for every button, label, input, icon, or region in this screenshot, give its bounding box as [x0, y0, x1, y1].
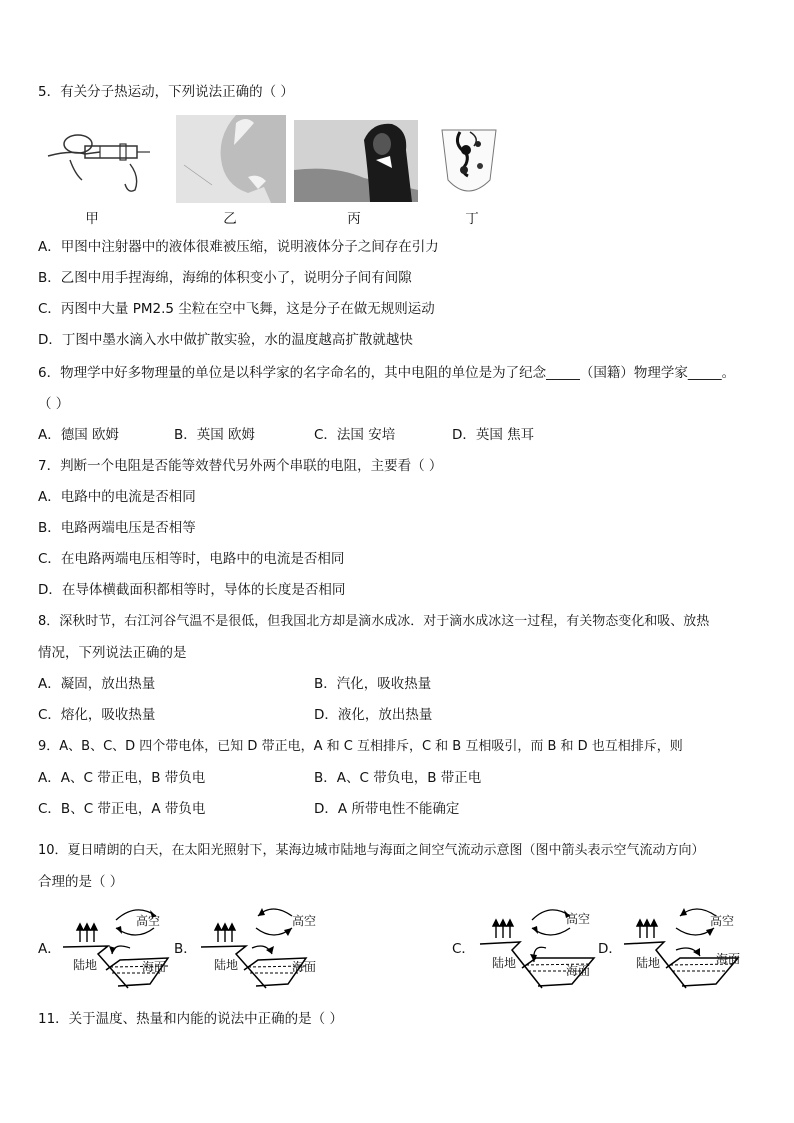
q10-stem-line1: 10．夏日晴朗的白天，在太阳光照射下，某海边城市陆地与海面之间空气流动示意图（图中箭头表示空气流动方向）	[38, 843, 705, 858]
q9-option-c: C．B、C 带正电，A 带负电	[38, 801, 206, 817]
q7-option-c: C．在电路两端电压相等时，电路中的电流是否相同	[38, 551, 345, 567]
q10-option-d-letter: D．	[598, 941, 622, 957]
ink-diffusion-figure	[440, 120, 498, 202]
q8-option-b: B．汽化，吸收热量	[314, 676, 432, 692]
figure-label-yi: 乙	[223, 211, 237, 227]
diagram-c-sky-label: 高空	[566, 912, 591, 926]
q9-stem: 9．A、B、C、D 四个带电体，已知 D 带正电，A 和 C 互相排斥，C 和 B 互相吸引，而 B 和 D 也互相排斥，则	[38, 739, 683, 754]
diagram-b-sea-label: 海面	[292, 960, 317, 974]
q7-option-d: D．在导体横截面积都相等时，导体的长度是否相同	[38, 582, 346, 598]
diagram-a-land-label: 陆地	[73, 958, 98, 972]
figure-label-jia: 甲	[85, 211, 99, 227]
diagram-a-sea-label: 海面	[142, 960, 167, 974]
q9-option-d: D．A 所带电性不能确定	[314, 801, 460, 817]
q9-option-b: B．A、C 带负电，B 带正电	[314, 770, 482, 786]
q8-stem-line2: 情况，下列说法正确的是	[38, 645, 187, 661]
q8-option-c: C．熔化，吸收热量	[38, 707, 156, 723]
q6-option-a: A．德国 欧姆	[38, 427, 120, 443]
q5-option-b: B．乙图中用手捏海绵，海绵的体积变小了，说明分子间有间隙	[38, 270, 412, 286]
q5-option-c: C．丙图中大量 PM2.5 尘粒在空中飞舞，这是分子在做无规则运动	[38, 301, 435, 317]
q10-stem-line2: 合理的是（ ）	[38, 874, 124, 890]
q5-option-a: A．甲图中注射器中的液体很难被压缩，说明液体分子之间存在引力	[38, 239, 439, 255]
q8-stem-line1: 8．深秋时节，右江河谷气温不是很低，但我国北方却是滴水成冰．对于滴水成冰这一过程，有关物态变化和吸、放热	[38, 614, 710, 629]
q10-option-a-letter: A．	[38, 941, 61, 957]
diagram-c-sea-label: 海面	[566, 964, 591, 978]
figure-label-bing: 丙	[347, 211, 361, 227]
q7-option-a: A．电路中的电流是否相同	[38, 489, 196, 505]
diagram-b-sky-label: 高空	[292, 914, 317, 928]
diagram-a-sky-label: 高空	[136, 914, 161, 928]
q10-option-c-letter: C．	[452, 941, 475, 957]
diagram-c-land-label: 陆地	[492, 956, 517, 970]
q7-stem: 7．判断一个电阻是否能等效替代另外两个串联的电阻，主要看（ ）	[38, 458, 443, 474]
diagram-d-sea-label: 海面	[716, 952, 741, 966]
sponge-figure	[176, 115, 286, 203]
q8-option-a: A．凝固，放出热量	[38, 676, 156, 692]
figure-label-ding: 丁	[465, 211, 479, 227]
q6-paren: （ ）	[38, 396, 70, 412]
q10-option-b-letter: B．	[174, 941, 197, 957]
q8-option-d: D．液化，放出热量	[314, 707, 433, 723]
diagram-d-sky-label: 高空	[710, 914, 735, 928]
q11-stem: 11．关于温度、热量和内能的说法中正确的是（ ）	[38, 1011, 343, 1027]
q7-option-b: B．电路两端电压是否相等	[38, 520, 196, 536]
syringe-figure	[40, 122, 160, 197]
diagram-b-land-label: 陆地	[214, 958, 239, 972]
q9-option-a: A．A、C 带正电，B 带负电	[38, 770, 206, 786]
q6-option-c: C．法国 安培	[314, 427, 396, 443]
pm25-figure	[294, 120, 418, 202]
q6-stem: 6．物理学中好多物理量的单位是以科学家的名字命名的，其中电阻的单位是为了纪念_____（国籍）物理学家_____。	[38, 365, 736, 381]
diagram-d-land-label: 陆地	[636, 956, 661, 970]
q5-stem: 5．有关分子热运动，下列说法正确的（ ）	[38, 84, 294, 100]
q6-option-d: D．英国 焦耳	[452, 427, 535, 443]
q5-option-d: D．丁图中墨水滴入水中做扩散实验，水的温度越高扩散就越快	[38, 332, 413, 348]
q6-option-b: B．英国 欧姆	[174, 427, 256, 443]
